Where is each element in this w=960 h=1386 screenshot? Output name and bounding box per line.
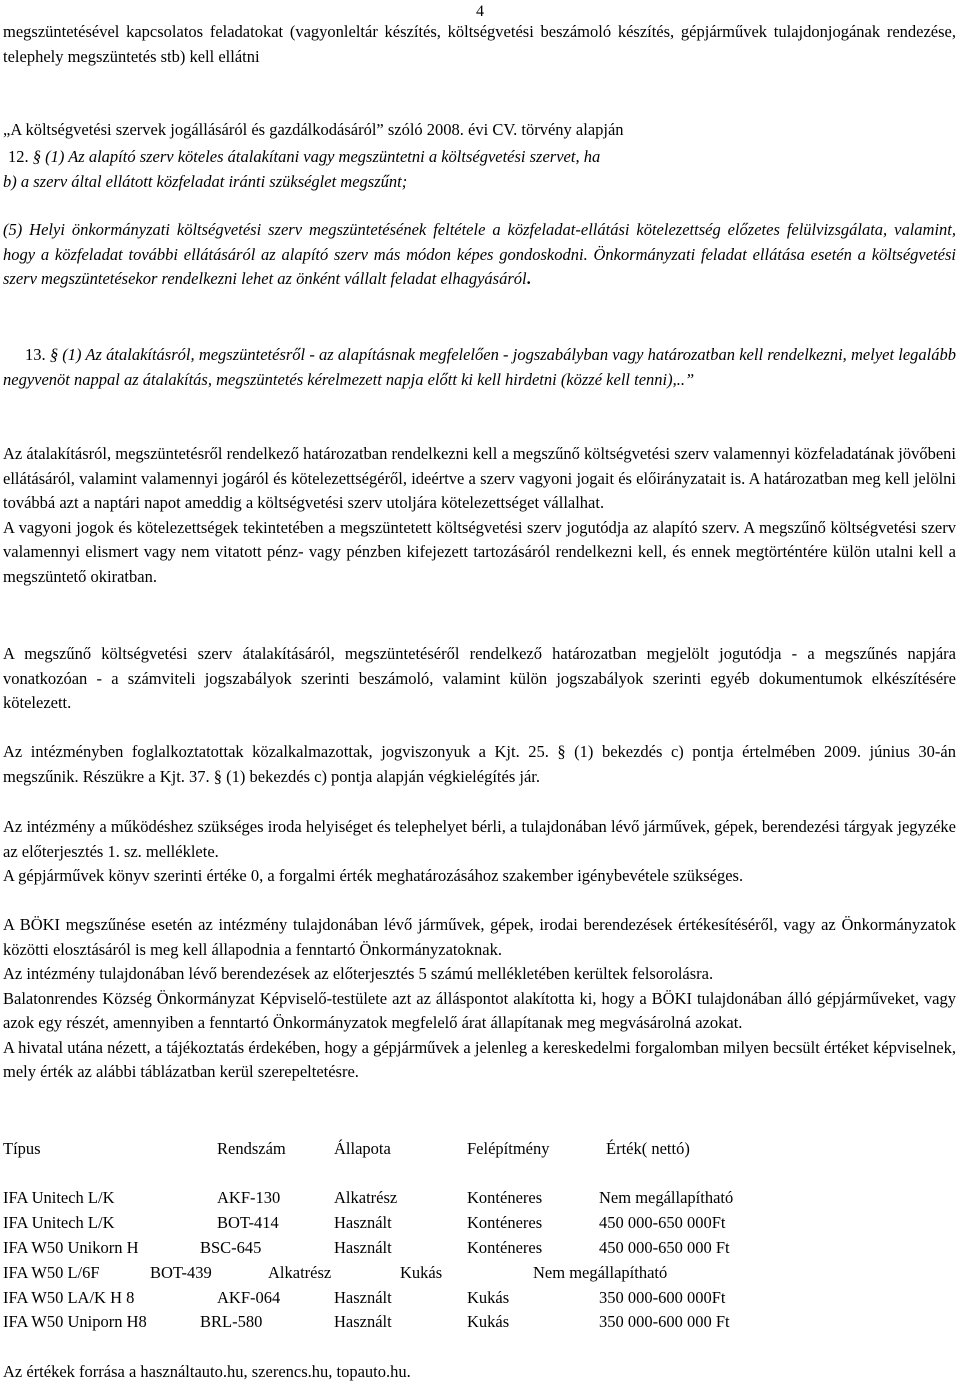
body-paragraph-5	[3, 815, 956, 889]
section-12-para-5	[3, 218, 956, 292]
cell-value: 450 000-650 000 Ft	[599, 1238, 730, 1257]
cell-body: Konténeres	[467, 1213, 543, 1232]
source-note-text: Az értékek forrása a használtauto.hu, szerencs.hu, topauto.hu.	[3, 1362, 411, 1381]
cell-body: Kukás	[467, 1312, 510, 1331]
cell-body: Konténeres	[467, 1238, 543, 1257]
cell-plate: BOT-414	[217, 1213, 279, 1232]
paragraph-7: A BÖKI megszűnése esetén az intézmény tulajdonában lévő járművek, gépek, irodai berendezések értékesítéséről, vagy az Önkormányzatok közötti elosztásáról is meg kell állapodnia a fenntartó Önkormányzatoknak.	[3, 915, 956, 959]
cell-type: IFA W50 LA/K H 8	[3, 1288, 135, 1307]
cell-value: Nem megállapítható	[599, 1188, 734, 1207]
cell-condition: Használt	[334, 1213, 392, 1232]
section-12-number: 12.	[8, 147, 29, 166]
section-13-text	[3, 343, 956, 392]
cell-plate: BRL-580	[200, 1312, 263, 1331]
paragraph-10: A hivatal utána nézett, a tájékoztatás érdekében, hogy a gépjárművek a jelenleg a kereskedelmi forgalomban milyen becsült értéket képviselnek, mely érték az alábbi táblázatban kerül szerepeltetésre.	[3, 1037, 956, 1081]
body-paragraph-3	[3, 642, 956, 716]
intro-paragraph	[3, 20, 956, 69]
section-13	[3, 343, 956, 392]
section-12-para-5-text	[3, 218, 956, 292]
table-row	[3, 1236, 956, 1260]
cell-body: Kukás	[467, 1288, 510, 1307]
cell-body: Konténeres	[467, 1188, 543, 1207]
table-row	[3, 1211, 956, 1235]
paragraph-5: Az intézmény a működéshez szükséges iroda helyiséget és telephelyet bérli, a tulajdonában lévő járművek, gépek, berendezési tárgyak jegyzéke az előterjesztés 1. sz. melléklete.	[3, 817, 956, 861]
law-heading-text: „A költségvetési szervek jogállásáról és gazdálkodásáról” szóló 2008. évi CV. törvény alapján	[3, 120, 624, 139]
cell-type: IFA W50 Uniporn H8	[3, 1312, 147, 1331]
cell-condition: Használt	[334, 1312, 392, 1331]
cell-condition: Alkatrész	[268, 1263, 332, 1282]
cell-condition: Használt	[334, 1288, 392, 1307]
cell-type: IFA Unitech L/K	[3, 1188, 115, 1207]
table-header-row	[3, 1137, 956, 1161]
body-paragraph-1	[3, 442, 956, 589]
cell-condition: Használt	[334, 1238, 392, 1257]
paragraph-3: A megszűnő költségvetési szerv átalakításáról, megszüntetéséről rendelkező határozatban megjelölt jogutódja - a megszűnés napjára vonatkozóan - a számviteli jogszabályok szerinti beszámoló, valamint külön jogszabályok szerinti egyéb dokumentumok elkészítésére kötelezett.	[3, 644, 956, 712]
para-5-body: (5) Helyi önkormányzati költségvetési szerv megszüntetésének feltétele a közfeladat-ellátási kötelezettség előzetes felülvizsgálata, valamint, hogy a közfeladat további ellátásáról az alapító szerv más módon képes gondoskodni. Önkormányzati feladat ellátása esetén a költségvetési szerv megszüntetésekor rendelkezni lehet az önként vállalt feladat elhagyásáról	[3, 220, 956, 288]
cell-type: IFA W50 Unikorn H	[3, 1238, 139, 1257]
source-note	[3, 1360, 956, 1385]
header-plate: Rendszám	[217, 1139, 286, 1158]
cell-value: 350 000-600 000Ft	[599, 1288, 726, 1307]
cell-condition: Alkatrész	[334, 1188, 398, 1207]
paragraph-8: Az intézmény tulajdonában lévő berendezések az előterjesztés 5 számú mellékletében kerültek felsorolásra.	[3, 964, 714, 983]
header-value: Érték( nettó)	[606, 1139, 690, 1158]
cell-value: 350 000-600 000 Ft	[599, 1312, 730, 1331]
cell-plate: BSC-645	[200, 1238, 262, 1257]
paragraph-1: Az átalakításról, megszüntetésről rendelkező határozatban rendelkezni kell a megszűnő költségvetési szerv valamennyi közfeladatának jövőbeni ellátásáról, valamint valamennyi jogáról és kötelezettségéről, ideértve a szerv vagyoni jogait és előirányzatait is. A határozatban meg kell jelölni továbbá azt a naptári napot ameddig a költségvetési szerv utoljára kötelezettséget vállalhat.	[3, 444, 956, 512]
section-12-text: § (1) Az alapító szerv köteles átalakítani vagy megszüntetni a költségvetési szervet, ha	[32, 147, 601, 166]
cell-plate: AKF-064	[217, 1288, 281, 1307]
law-heading	[3, 118, 956, 143]
cell-plate: BOT-439	[150, 1263, 212, 1282]
cell-type: IFA Unitech L/K	[3, 1213, 115, 1232]
cell-plate: AKF-130	[217, 1188, 281, 1207]
table-row	[3, 1310, 956, 1334]
paragraph-6: A gépjárművek könyv szerinti értéke 0, a forgalmi érték meghatározásához szakember igénybevétele szükséges.	[3, 866, 744, 885]
section-12	[3, 145, 956, 194]
section-12-line	[3, 145, 956, 170]
body-paragraph-4	[3, 740, 956, 789]
body-paragraph-7	[3, 913, 956, 1085]
header-body: Felépítmény	[467, 1139, 550, 1158]
page-number: 4	[476, 3, 484, 20]
cell-type: IFA W50 L/6F	[3, 1263, 100, 1282]
table-row	[3, 1261, 956, 1285]
header-type: Típus	[3, 1139, 41, 1158]
para-5-end: .	[526, 269, 531, 288]
paragraph-2: A vagyoni jogok és kötelezettségek tekintetében a megszüntetett költségvetési szerv jogutódja az alapító szerv. A megszűnő költségvetési szerv valamennyi elismert vagy nem vitatott pénz- vagy pénzben kifejezett tartozásáról rendelkezni kell, és ennek megtörténtére külön utalni kell a megszüntető okiratban.	[3, 517, 956, 586]
intro-text: megszüntetésével kapcsolatos feladatokat (vagyonleltár készítés, költségvetési beszámoló készítés, gépjárművek tulajdonjogának rendezése, telephely megszüntetés stb) kell ellátni	[3, 22, 956, 66]
table-row	[3, 1286, 956, 1310]
cell-value: Nem megállapítható	[533, 1263, 668, 1282]
header-condition: Állapota	[334, 1139, 391, 1158]
paragraph-4: Az intézményben foglalkoztatottak közalkalmazottak, jogviszonyuk a Kjt. 25. § (1) bekezdés c) pontja értelmében 2009. június 30-án megszűnik. Részükre a Kjt. 37. § (1) bekezdés c) pontja alapján végkielégítés jár.	[3, 742, 956, 786]
section-13-body: § (1) Az átalakításról, megszüntetésről - az alapításnak megfelelően - jogszabályban vagy határozatban kell rendelkezni, melyet legalább negyvenöt nappal az átalakítás, megszüntetés kérelmezett napja előtt ki kell hirdetni (közzé kell tenni),..”	[3, 345, 957, 389]
section-12-item-b: b) a szerv által ellátott közfeladat iránti szükséglet megszűnt;	[3, 171, 408, 191]
cell-body: Kukás	[400, 1263, 443, 1282]
cell-value: 450 000-650 000Ft	[599, 1213, 726, 1232]
table-row	[3, 1186, 956, 1210]
paragraph-9: Balatonrendes Község Önkormányzat Képviselő-testülete azt az álláspontot alakította ki, hogy a BÖKI tulajdonában álló gépjárműveket, vagy azok egy részét, amennyiben a fenntartó Önkormányzatok megfelelő árat állapítanak meg megvásárolná azokat.	[3, 988, 956, 1032]
section-13-number: 13.	[25, 345, 46, 364]
